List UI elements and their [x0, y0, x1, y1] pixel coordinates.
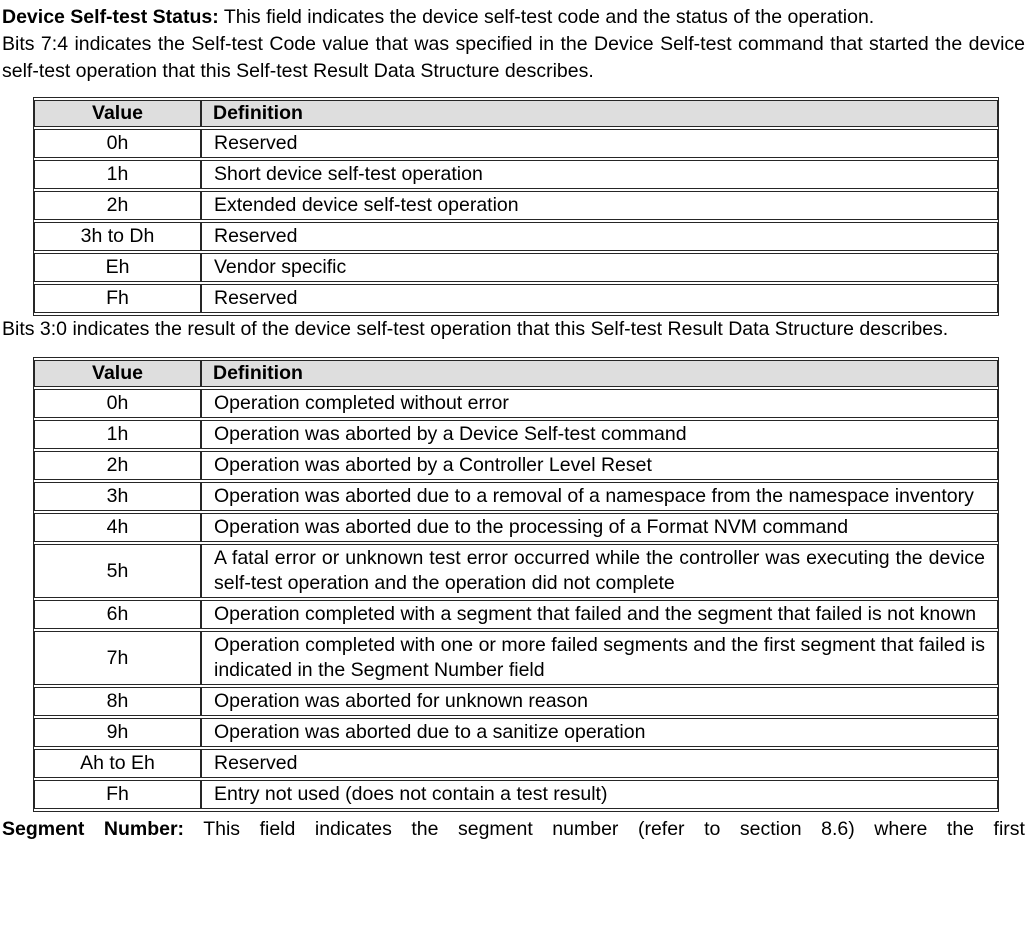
value-cell: Eh: [34, 253, 201, 282]
definition-cell: Reserved: [201, 284, 998, 313]
selftest-result-table-header: [34, 360, 998, 387]
paragraph-bits-7-4: Bits 7:4 indicates the Self-test Code value that was specified in the Device Self-test command that started the device self-test operation that this Self-test Result Data Structure describes.: [2, 33, 1025, 82]
definition-column-header: Definition: [201, 100, 998, 127]
table-row: [34, 780, 998, 809]
paragraph-device-selftest-status: [2, 4, 1025, 31]
table-row: [34, 718, 998, 747]
definition-cell: Operation was aborted by a Device Self-test command: [201, 420, 998, 449]
definition-cell: Operation was aborted due to a removal of a namespace from the namespace inventory: [201, 482, 998, 511]
table-header-row: [34, 100, 998, 127]
table-row: [34, 544, 998, 598]
table-row: [34, 451, 998, 480]
selftest-code-table: [33, 97, 999, 316]
paragraph-bits-3-0: Bits 3:0 indicates the result of the device self-test operation that this Self-test Result Data Structure describes.: [2, 318, 949, 340]
value-cell: 6h: [34, 600, 201, 629]
table-row: [34, 253, 998, 282]
definition-cell: A fatal error or unknown test error occurred while the controller was executing the device self-test operation and the operation did not complete: [201, 544, 998, 598]
value-cell: 3h to Dh: [34, 222, 201, 251]
table-row: [34, 482, 998, 511]
table-row: [34, 222, 998, 251]
value-cell: 1h: [34, 420, 201, 449]
definition-cell: Reserved: [201, 129, 998, 158]
table-row: [34, 687, 998, 716]
definition-cell: Operation completed without error: [201, 389, 998, 418]
selftest-result-table: [33, 357, 999, 812]
value-cell: 8h: [34, 687, 201, 716]
table-row: [34, 631, 998, 685]
value-cell: 5h: [34, 544, 201, 598]
value-cell: Ah to Eh: [34, 749, 201, 778]
value-cell: 2h: [34, 191, 201, 220]
definition-cell: Reserved: [201, 749, 998, 778]
paragraph-segment-number-clipped: [2, 816, 1025, 843]
paragraph-device-selftest-status-text: This field indicates the device self-test code and the status of the operation.: [223, 6, 875, 28]
value-cell: 7h: [34, 631, 201, 685]
value-cell: 1h: [34, 160, 201, 189]
definition-cell: Operation completed with one or more failed segments and the first segment that failed is indicated in the Segment Number field: [201, 631, 998, 685]
table-row: [34, 284, 998, 313]
definition-cell: Operation completed with a segment that failed and the segment that failed is not known: [201, 600, 998, 629]
table-header-row: [34, 360, 998, 387]
definition-cell: Operation was aborted due to a sanitize operation: [201, 718, 998, 747]
value-cell: 0h: [34, 129, 201, 158]
field-name-device-selftest-status: Device Self-test Status:: [2, 6, 219, 28]
definition-column-header: Definition: [201, 360, 998, 387]
table-row: [34, 129, 998, 158]
definition-cell: Operation was aborted by a Controller Level Reset: [201, 451, 998, 480]
value-cell: Fh: [34, 780, 201, 809]
selftest-code-table-body: [34, 129, 998, 313]
field-name-segment-number: Segment Number:: [2, 818, 185, 840]
table-row: [34, 160, 998, 189]
selftest-code-table-header: [34, 100, 998, 127]
value-cell: Fh: [34, 284, 201, 313]
paragraph-segment-number-text: This field indicates the segment number (refer to section 8.6) where the first: [203, 818, 1025, 840]
value-cell: 3h: [34, 482, 201, 511]
definition-cell: Short device self-test operation: [201, 160, 998, 189]
definition-cell: Operation was aborted due to the processing of a Format NVM command: [201, 513, 998, 542]
definition-cell: Operation was aborted for unknown reason: [201, 687, 998, 716]
definition-cell: Entry not used (does not contain a test result): [201, 780, 998, 809]
definition-cell: Vendor specific: [201, 253, 998, 282]
selftest-result-table-body: [34, 389, 998, 809]
table-row: [34, 749, 998, 778]
table-row: [34, 389, 998, 418]
value-cell: 4h: [34, 513, 201, 542]
value-cell: 0h: [34, 389, 201, 418]
value-cell: 2h: [34, 451, 201, 480]
value-column-header: Value: [34, 360, 201, 387]
table-row: [34, 420, 998, 449]
table-row: [34, 600, 998, 629]
definition-cell: Extended device self-test operation: [201, 191, 998, 220]
value-column-header: Value: [34, 100, 201, 127]
table-row: [34, 513, 998, 542]
definition-cell: Reserved: [201, 222, 998, 251]
value-cell: 9h: [34, 718, 201, 747]
table-row: [34, 191, 998, 220]
